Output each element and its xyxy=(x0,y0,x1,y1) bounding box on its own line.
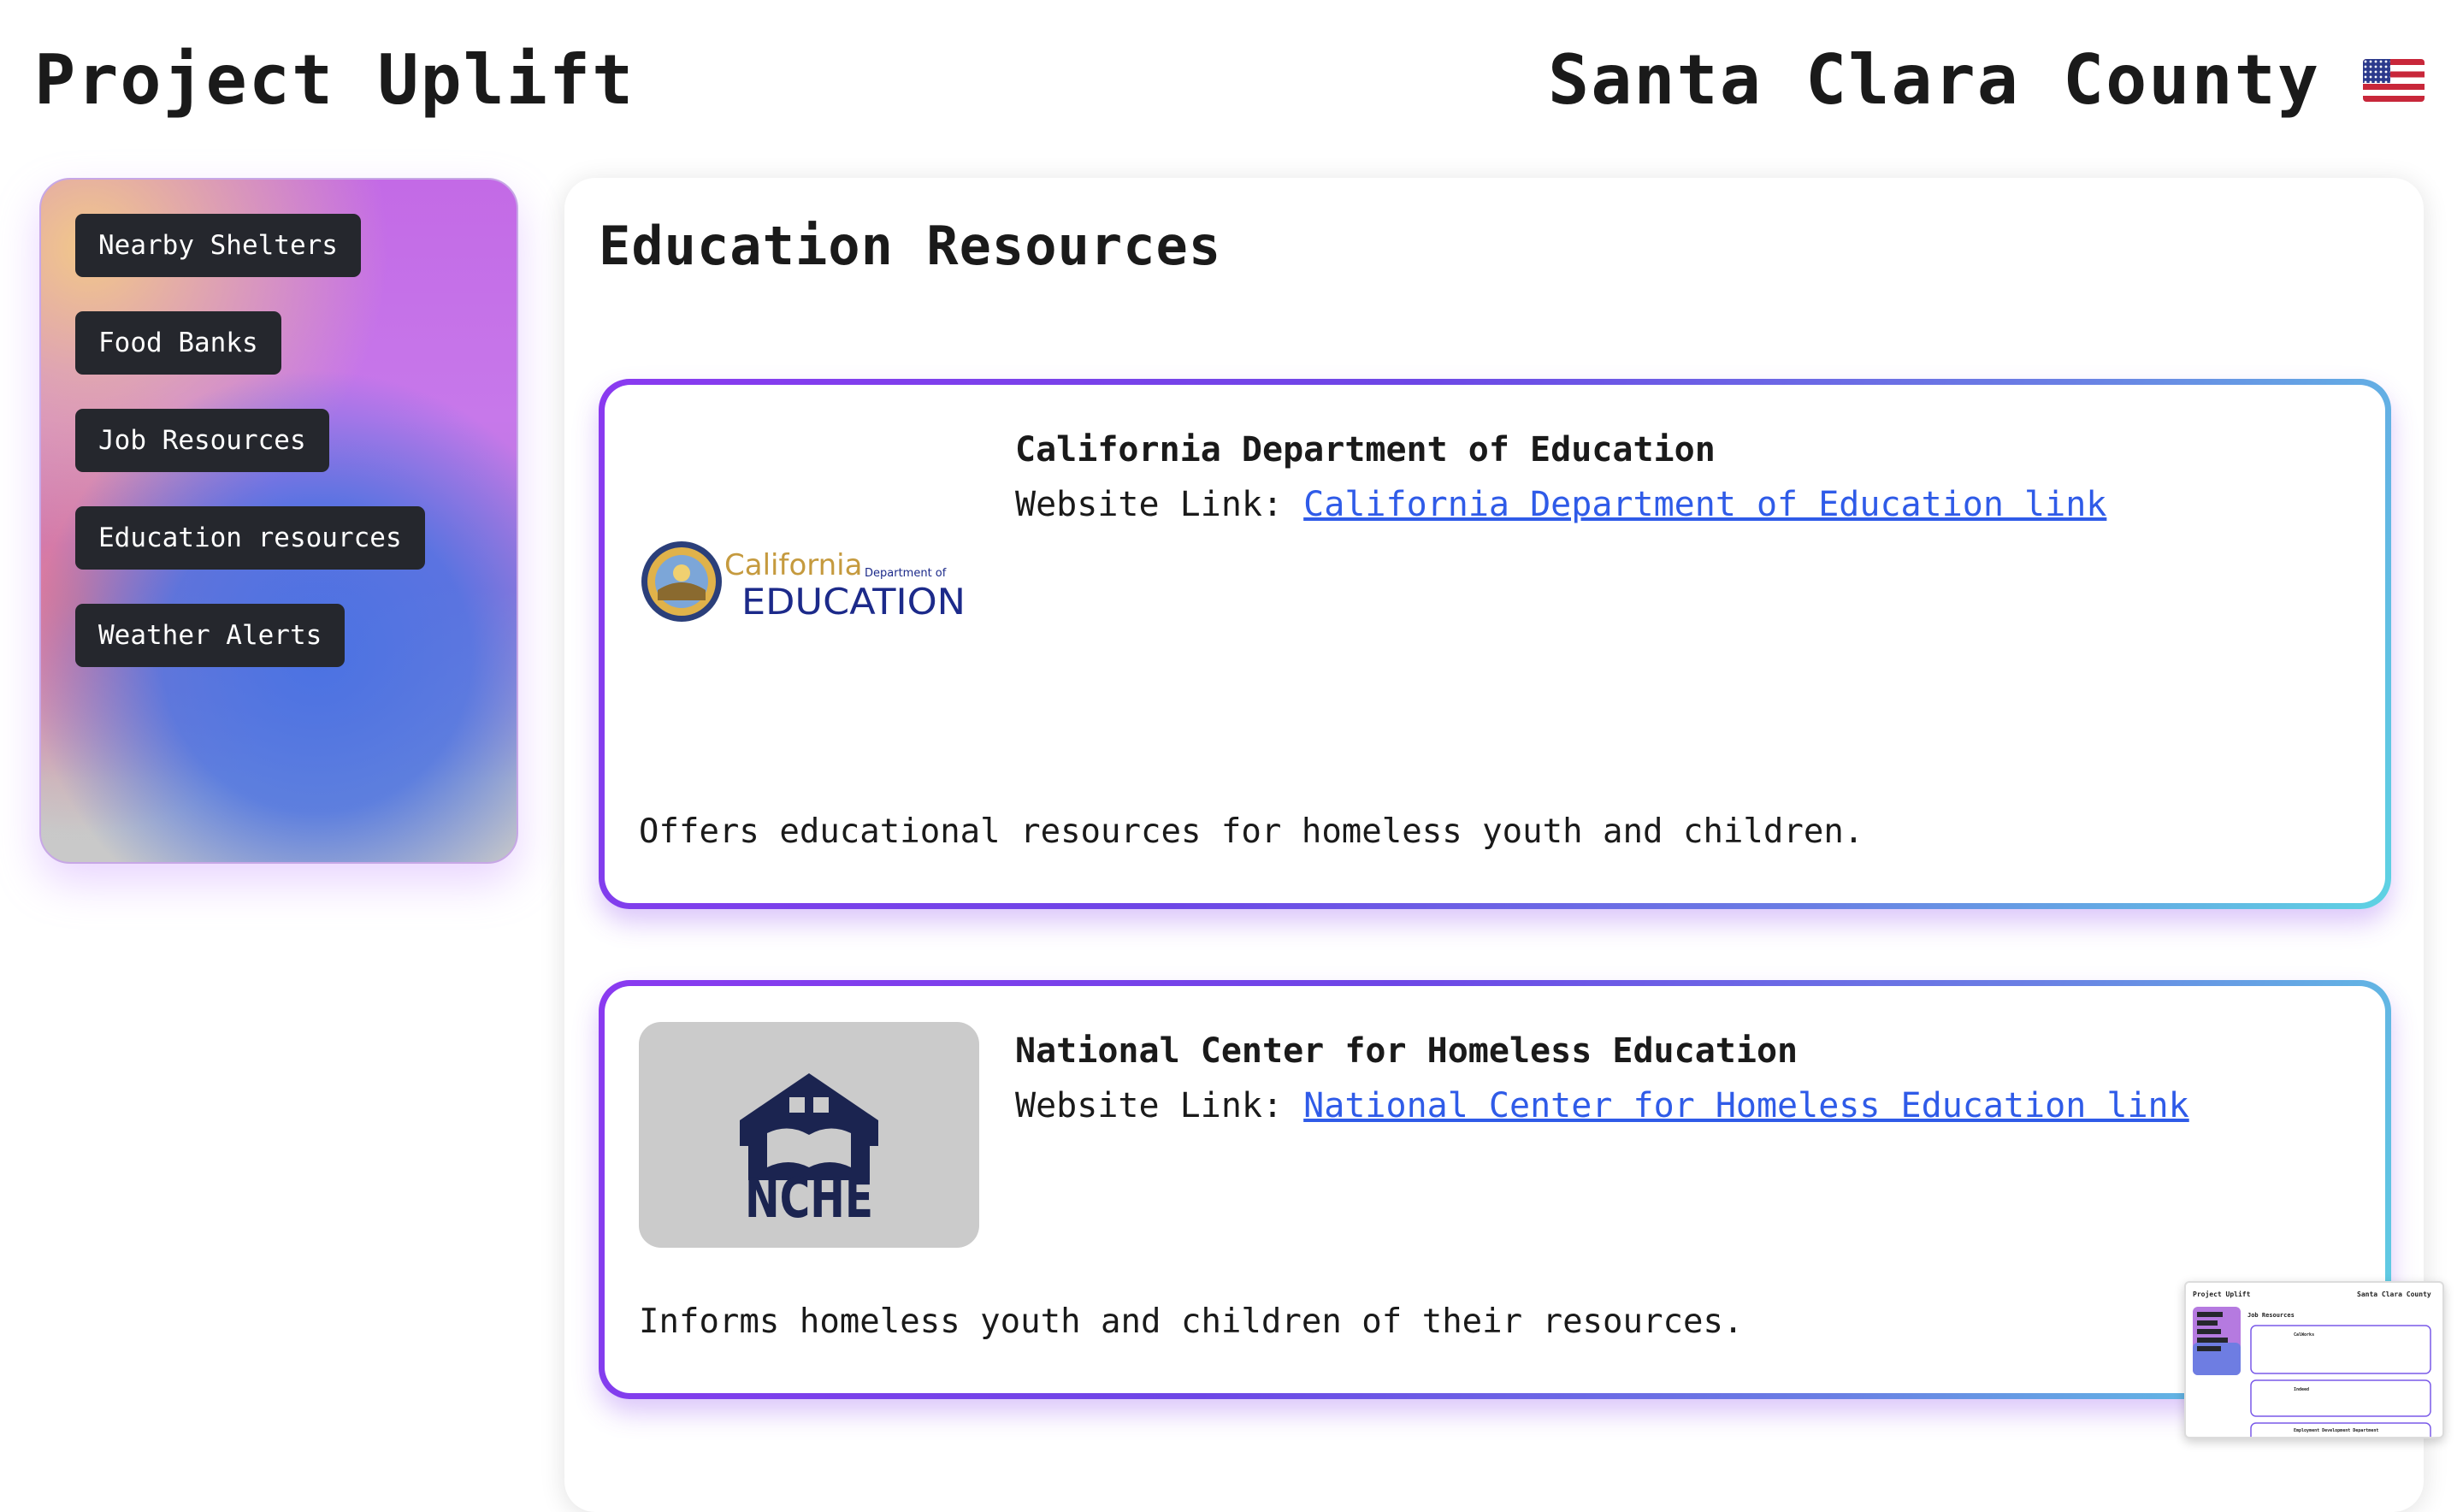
page-title: Education Resources xyxy=(599,215,1222,277)
preview-card-1: CalWorks xyxy=(2294,1332,2315,1338)
county-header xyxy=(1548,38,2425,123)
resource-card xyxy=(599,379,2391,909)
website-link[interactable]: National Center for Homeless Education link xyxy=(1303,1086,2189,1125)
preview-county: Santa Clara County xyxy=(2357,1291,2431,1298)
website-line xyxy=(1015,1082,2189,1130)
county-name: Santa Clara County xyxy=(1548,40,2320,120)
description: Offers educational resources for homeless youth and children. xyxy=(639,812,1864,851)
nche-logo xyxy=(639,1022,979,1248)
main-panel[interactable] xyxy=(564,178,2424,1512)
state-seal-icon xyxy=(639,530,972,633)
sidebar-item-weather-alerts[interactable]: Weather Alerts xyxy=(75,604,345,667)
website-line xyxy=(1015,481,2106,529)
page-preview-thumbnail[interactable] xyxy=(2184,1281,2444,1438)
org-name: California Department of Education xyxy=(1015,430,1716,470)
description: Informs homeless youth and children of their resources. xyxy=(639,1302,1744,1341)
cde-logo xyxy=(639,530,972,633)
logo-text-education: EDUCATION xyxy=(741,581,966,623)
house-book-icon xyxy=(639,1022,979,1248)
preview-card-2: Indeed xyxy=(2294,1387,2310,1392)
sidebar-item-job-resources[interactable]: Job Resources xyxy=(75,409,329,472)
website-link[interactable]: California Department of Education link xyxy=(1303,485,2107,524)
sidebar xyxy=(39,178,518,864)
website-label: Website Link: xyxy=(1015,1086,1284,1125)
sidebar-item-nearby-shelters[interactable]: Nearby Shelters xyxy=(75,214,361,277)
app-title: Project Uplift xyxy=(34,40,635,120)
resource-card xyxy=(599,980,2391,1399)
preview-heading: Job Resources xyxy=(2247,1312,2295,1319)
logo-text-nche: NCHE xyxy=(745,1167,873,1231)
preview-card-3: Employment Development Department xyxy=(2294,1428,2379,1433)
sidebar-item-education-resources[interactable]: Education resources xyxy=(75,506,425,570)
logo-text-california: California xyxy=(724,548,863,582)
sidebar-list xyxy=(75,214,425,667)
logo-text-dept: Department of xyxy=(865,567,947,580)
org-name: National Center for Homeless Education xyxy=(1015,1031,1799,1071)
preview-title: Project Uplift xyxy=(2193,1291,2251,1298)
website-label: Website Link: xyxy=(1015,485,1284,524)
sidebar-item-food-banks[interactable]: Food Banks xyxy=(75,311,281,375)
us-flag-icon xyxy=(2363,59,2425,102)
